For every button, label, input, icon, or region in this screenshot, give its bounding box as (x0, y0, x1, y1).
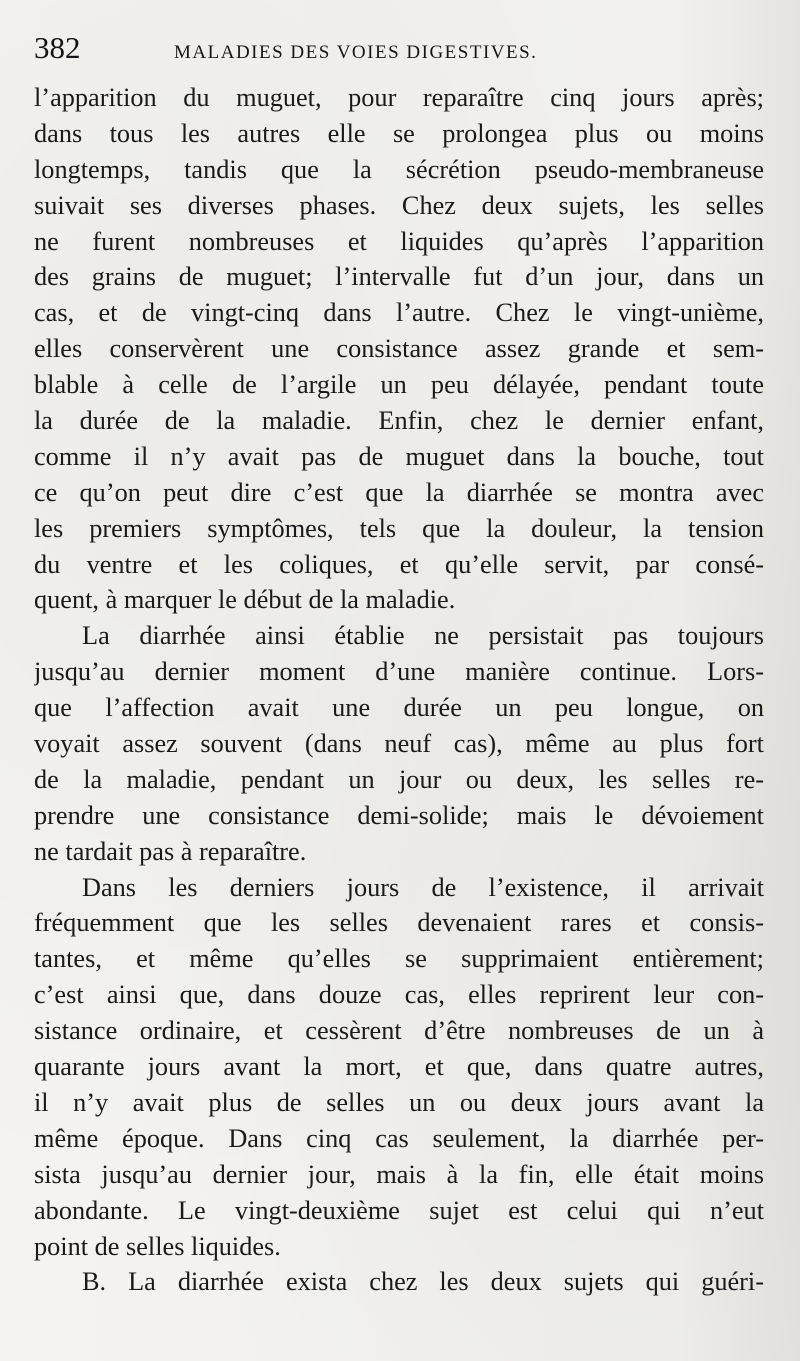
running-head (34, 30, 774, 70)
text-line: longtemps, tandis que la sécrétion pseudo-membraneuse (34, 154, 764, 184)
text-line: des grains de muguet; l’intervalle fut d’un jour, dans un (34, 262, 764, 292)
text-line: quarante jours avant la mort, et que, dans quatre autres, (34, 1052, 764, 1082)
text-line: point de selles liquides. (34, 1231, 281, 1261)
text-line: cas, et de vingt-cinq dans l’autre. Chez le vingt-unième, (34, 298, 764, 328)
text-line: l’apparition du muguet, pour reparaître cinq jours après; (34, 83, 764, 112)
text-line: c’est ainsi que, dans douze cas, elles reprirent leur con- (34, 980, 764, 1010)
text-line: voyait assez souvent (dans neuf cas), même au plus fort (34, 729, 764, 759)
text-line: que l’affection avait une durée un peu longue, on (34, 693, 764, 723)
text-line: quent, à marquer le début de la maladie. (34, 585, 456, 615)
text-line: elles conservèrent une consistance assez grande et sem- (34, 334, 764, 364)
text-line: ne tardait pas à reparaître. (34, 836, 307, 866)
text-line: jusqu’au dernier moment d’une manière continue. Lors- (34, 657, 764, 687)
page-number: 382 (34, 30, 81, 65)
text-line: du ventre et les coliques, et qu’elle servit, par consé- (34, 549, 764, 579)
text-line: abondante. Le vingt-deuxième sujet est celui qui n’eut (34, 1195, 764, 1225)
text-line: dans tous les autres elle se prolongea plus ou moins (34, 118, 764, 148)
text-line: fréquemment que les selles devenaient rares et consis- (34, 908, 764, 938)
text-line: B. La diarrhée exista chez les deux sujets qui guéri- (82, 1267, 764, 1297)
text-line: prendre une consistance demi-solide; mais le dévoiement (34, 800, 764, 830)
text-line: La diarrhée ainsi établie ne persistait pas toujours (82, 621, 764, 651)
text-line: ce qu’on peut dire c’est que la diarrhée se montra avec (34, 477, 764, 507)
text-line: sista jusqu’au dernier jour, mais à la fin, elle était moins (34, 1159, 764, 1189)
text-line: de la maladie, pendant un jour ou deux, les selles re- (34, 764, 764, 794)
text-line: tantes, et même qu’elles se supprimaient entièrement; (34, 944, 764, 974)
text-line: même époque. Dans cinq cas seulement, la diarrhée per- (34, 1123, 764, 1153)
text-line: la durée de la maladie. Enfin, chez le dernier enfant, (34, 406, 764, 436)
body-text (34, 80, 764, 1300)
text-line: sistance ordinaire, et cessèrent d’être nombreuses de un à (34, 1016, 764, 1046)
text-line: il n’y avait plus de selles un ou deux jours avant la (34, 1087, 764, 1117)
running-title: MALADIES DES VOIES DIGESTIVES. (174, 42, 538, 63)
text-line: suivait ses diverses phases. Chez deux sujets, les selles (34, 190, 764, 220)
text-line: ne furent nombreuses et liquides qu’après l’apparition (34, 226, 764, 256)
text-line: blable à celle de l’argile un peu délayée, pendant toute (34, 370, 764, 400)
text-line: les premiers symptômes, tels que la douleur, la tension (34, 513, 764, 543)
text-line: Dans les derniers jours de l’existence, il arrivait (82, 872, 764, 902)
text-line: comme il n’y avait pas de muguet dans la bouche, tout (34, 441, 764, 471)
